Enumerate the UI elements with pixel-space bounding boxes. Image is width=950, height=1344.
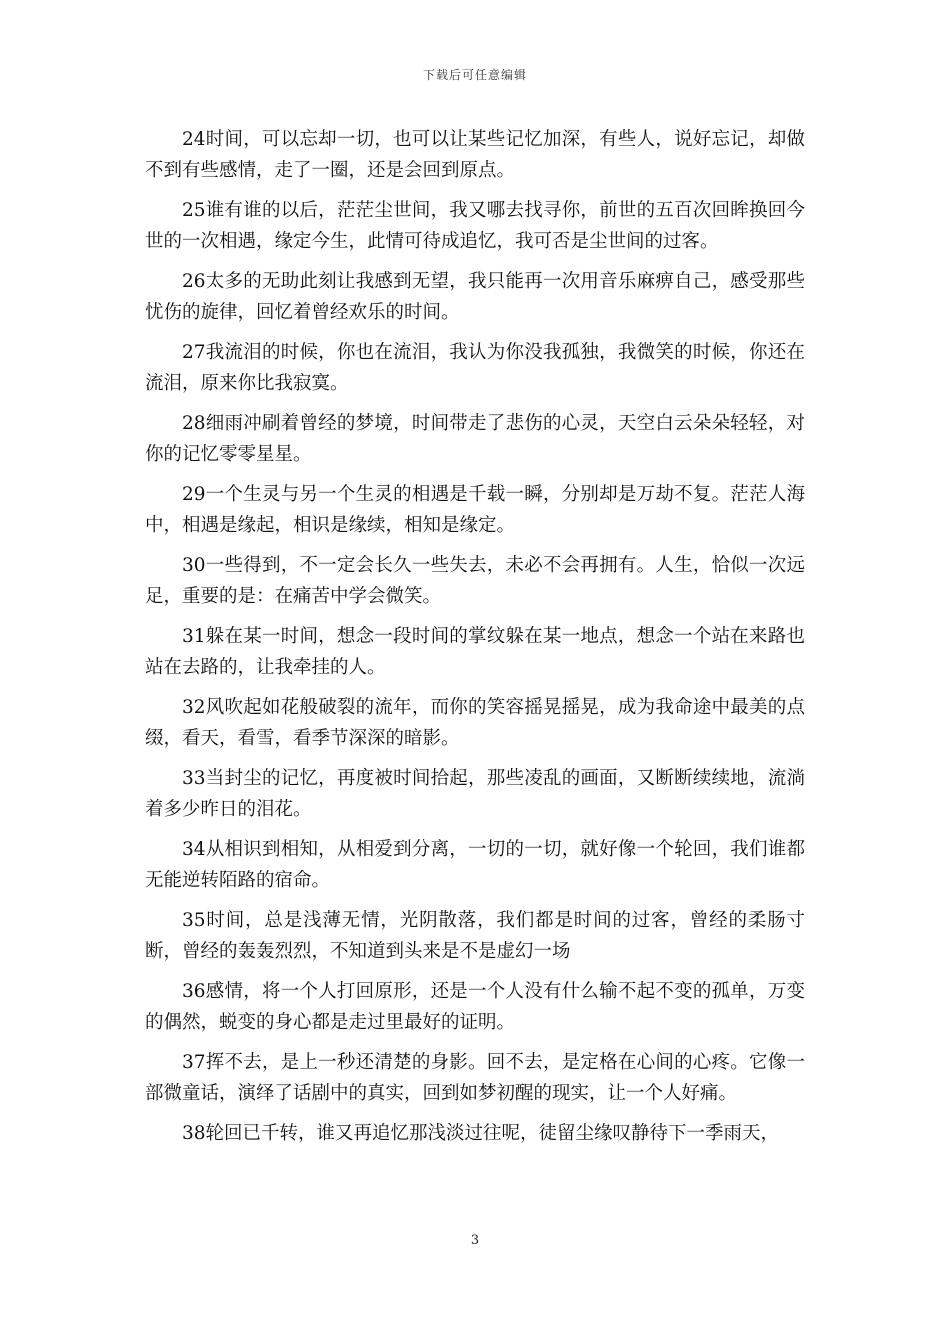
paragraph-26: 26太多的无助此刻让我感到无望，我只能再一次用音乐麻痹自己，感受那些忧伤的旋律，回忆着曾经欢乐的时间。 [145,271,805,323]
paragraph-35: 35时间，总是浅薄无情，光阴散落，我们都是时间的过客，曾经的柔肠寸断，曾经的轰轰烈烈，不知道到头来是不是虚幻一场 [145,910,805,962]
paragraph-24: 24时间，可以忘却一切，也可以让某些记忆加深，有些人，说好忘记，却做不到有些感情，走了一圈，还是会回到原点。 [145,129,805,181]
paragraph-32: 32风吹起如花般破裂的流年，而你的笑容摇晃摇晃，成为我命途中最美的点缀，看天，看雪，看季节深深的暗影。 [145,697,805,749]
page-header: 下载后可任意编辑 [422,68,527,82]
paragraph-31: 31躲在某一时间，想念一段时间的掌纹躲在某一地点，想念一个站在来路也站在去路的，让我牵挂的人。 [145,626,805,678]
paragraph-29: 29一个生灵与另一个生灵的相遇是千载一瞬，分别却是万劫不复。茫茫人海中，相遇是缘起，相识是缘续，相知是缘定。 [145,484,805,536]
page-number: 3 [470,1233,480,1248]
paragraph-37: 37挥不去，是上一秒还清楚的身影。回不去，是定格在心间的心疼。它像一部微童话，演绎了话剧中的真实，回到如梦初醒的现实，让一个人好痛。 [145,1052,805,1104]
paragraph-27: 27我流泪的时候，你也在流泪，我认为你没我孤独，我微笑的时候，你还在流泪，原来你比我寂寞。 [145,342,805,394]
paragraph-30: 30一些得到，不一定会长久一些失去，未必不会再拥有。人生，恰似一次远足，重要的是：在痛苦中学会微笑。 [145,555,805,607]
paragraph-36: 36感情，将一个人打回原形，还是一个人没有什么输不起不变的孤单，万变的偶然，蜕变的身心都是走过里最好的证明。 [145,981,805,1033]
paragraph-38: 38轮回已千转，谁又再追忆那浅淡过往呢，徒留尘缘叹静待下一季雨天， [182,1123,780,1144]
paragraph-28: 28细雨冲刷着曾经的梦境，时间带走了悲伤的心灵，天空白云朵朵轻轻，对你的记忆零零星星。 [145,413,805,465]
paragraph-25: 25谁有谁的以后，茫茫尘世间，我又哪去找寻你，前世的五百次回眸换回今世的一次相遇，缘定今生，此情可待成追忆，我可否是尘世间的过客。 [145,200,805,252]
document-body [145,124,805,1158]
paragraph-33: 33当封尘的记忆，再度被时间拾起，那些凌乱的画面，又断断续续地，流淌着多少昨日的泪花。 [145,768,805,820]
paragraph-34: 34从相识到相知，从相爱到分离，一切的一切，就好像一个轮回，我们谁都无能逆转陌路的宿命。 [145,839,805,891]
